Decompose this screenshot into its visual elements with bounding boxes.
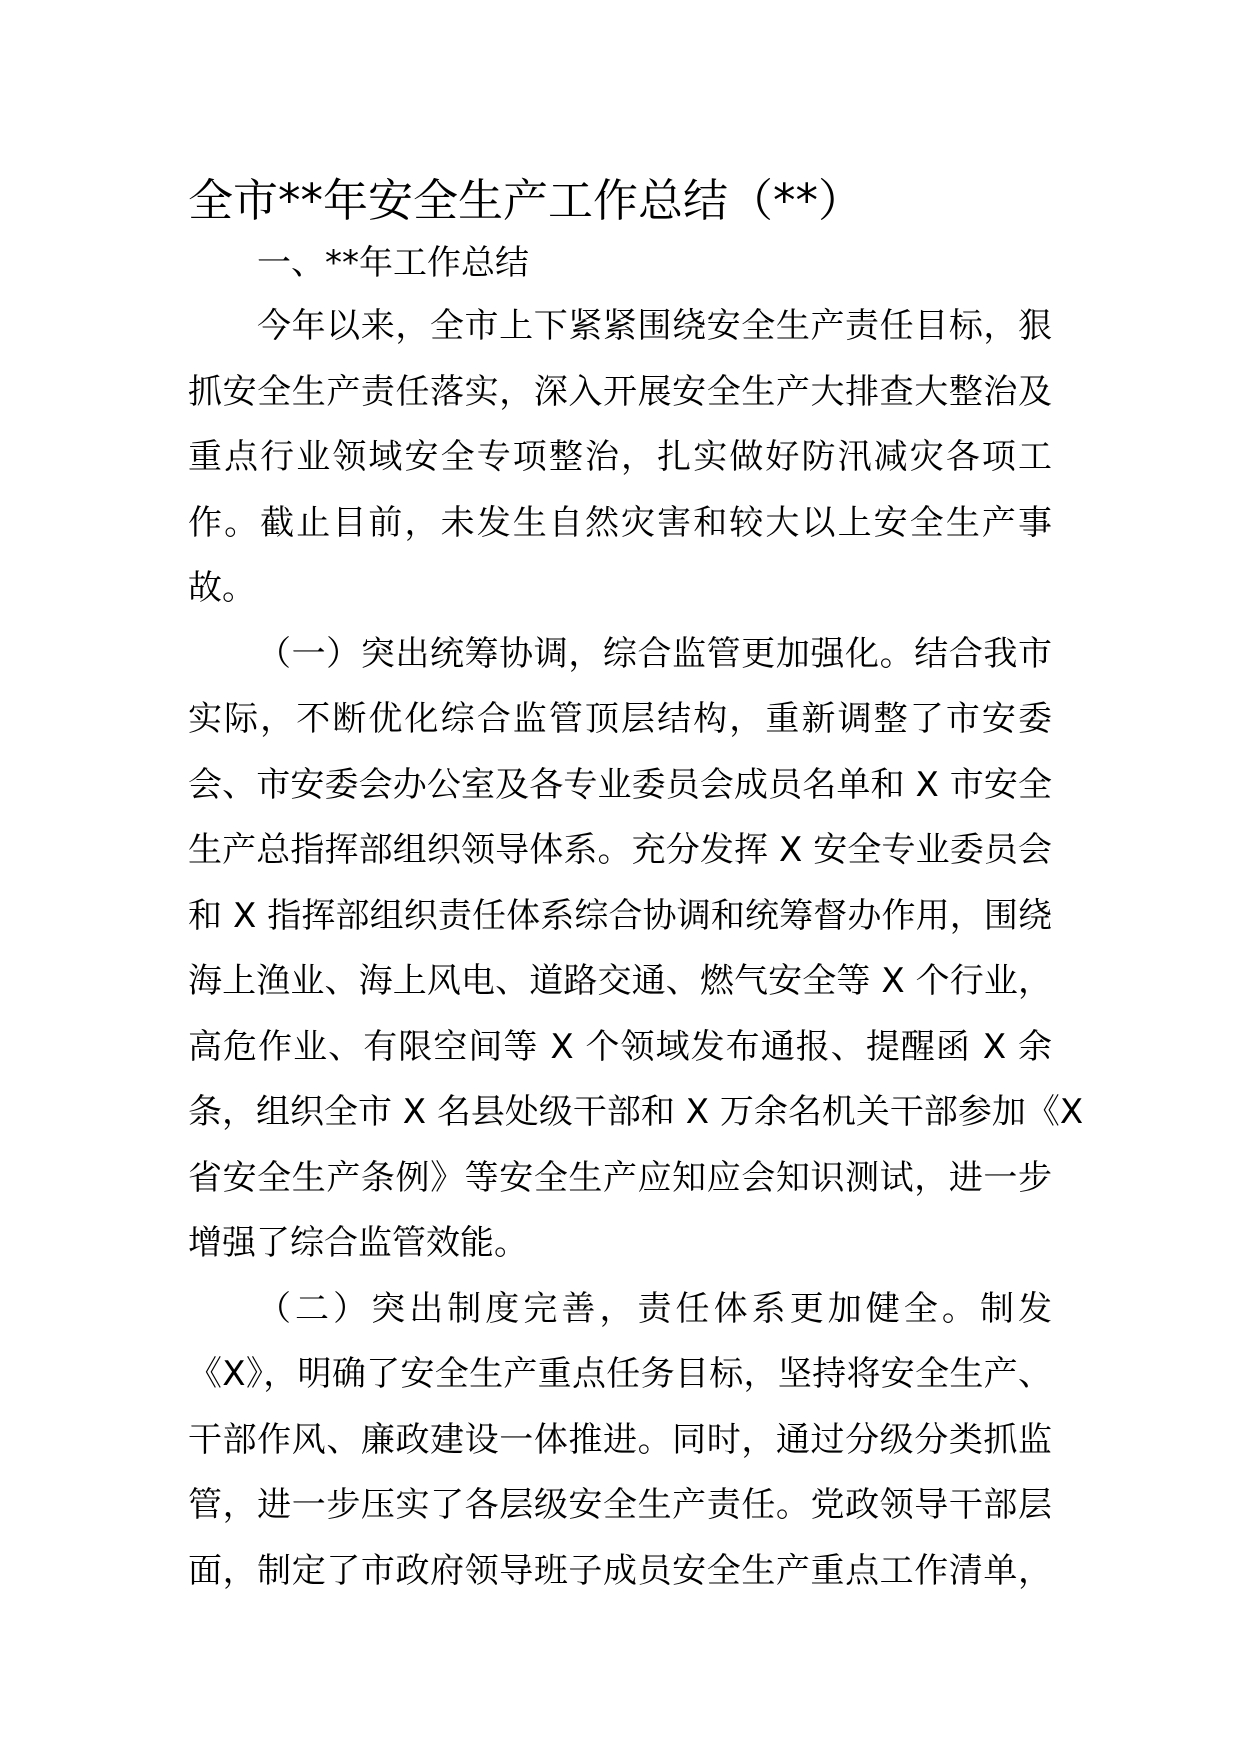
paragraph-line: 管，进一步压实了各层级安全生产责任。党政领导干部层: [188, 1485, 1052, 1525]
paragraph-line: 实际，不断优化综合监管顶层结构，重新调整了市安委: [188, 699, 1052, 739]
document-body: [188, 294, 1084, 1604]
paragraph: [188, 294, 1052, 622]
paragraph: [188, 622, 1084, 1277]
paragraph-line: 海上渔业、海上风电、道路交通、燃气安全等 X 个行业，: [188, 961, 1052, 1001]
paragraph: [188, 1277, 1052, 1605]
paragraph-line: 面，制定了市政府领导班子成员安全生产重点工作清单，: [188, 1550, 1052, 1591]
paragraph-line: 《X》，明确了安全生产重点任务目标，坚持将安全生产、: [188, 1354, 1052, 1394]
paragraph-line: 抓安全生产责任落实，深入开展安全生产大排查大整治及: [188, 371, 1052, 412]
paragraph-line: （一）突出统筹协调，综合监管更加强化。结合我市: [257, 633, 1052, 674]
paragraph-line: 生产总指挥部组织领导体系。充分发挥 X 安全专业委员会: [188, 830, 1052, 870]
paragraph-line: 条，组织全市 X 名县处级干部和 X 万余名机关干部参加《X: [188, 1092, 1084, 1132]
paragraph-line: 高危作业、有限空间等 X 个领域发布通报、提醒函 X 余: [188, 1026, 1052, 1067]
paragraph-line: 作。截止目前，未发生自然灾害和较大以上安全生产事: [188, 502, 1052, 543]
paragraph-line: 故。: [188, 568, 256, 608]
paragraph-line: 和 X 指挥部组织责任体系综合协调和统筹督办作用，围绕: [188, 895, 1052, 936]
section-heading: 一、**年工作总结: [257, 243, 529, 283]
paragraph-line: 省安全生产条例》等安全生产应知应会知识测试，进一步: [188, 1157, 1052, 1198]
paragraph-line: 增强了综合监管效能。: [188, 1223, 528, 1263]
paragraph-line: 重点行业领域安全专项整治，扎实做好防汛减灾各项工: [188, 437, 1052, 477]
paragraph-line: （二）突出制度完善，责任体系更加健全。制发: [257, 1288, 1052, 1329]
paragraph-line: 会、市安委会办公室及各专业委员会成员名单和 X 市安全: [188, 764, 1052, 805]
document-title: 全市**年安全生产工作总结（**）: [188, 174, 864, 227]
paragraph-line: 干部作风、廉政建设一体推进。同时，通过分级分类抓监: [188, 1419, 1052, 1460]
paragraph-line: 今年以来，全市上下紧紧围绕安全生产责任目标，狠: [257, 306, 1052, 346]
